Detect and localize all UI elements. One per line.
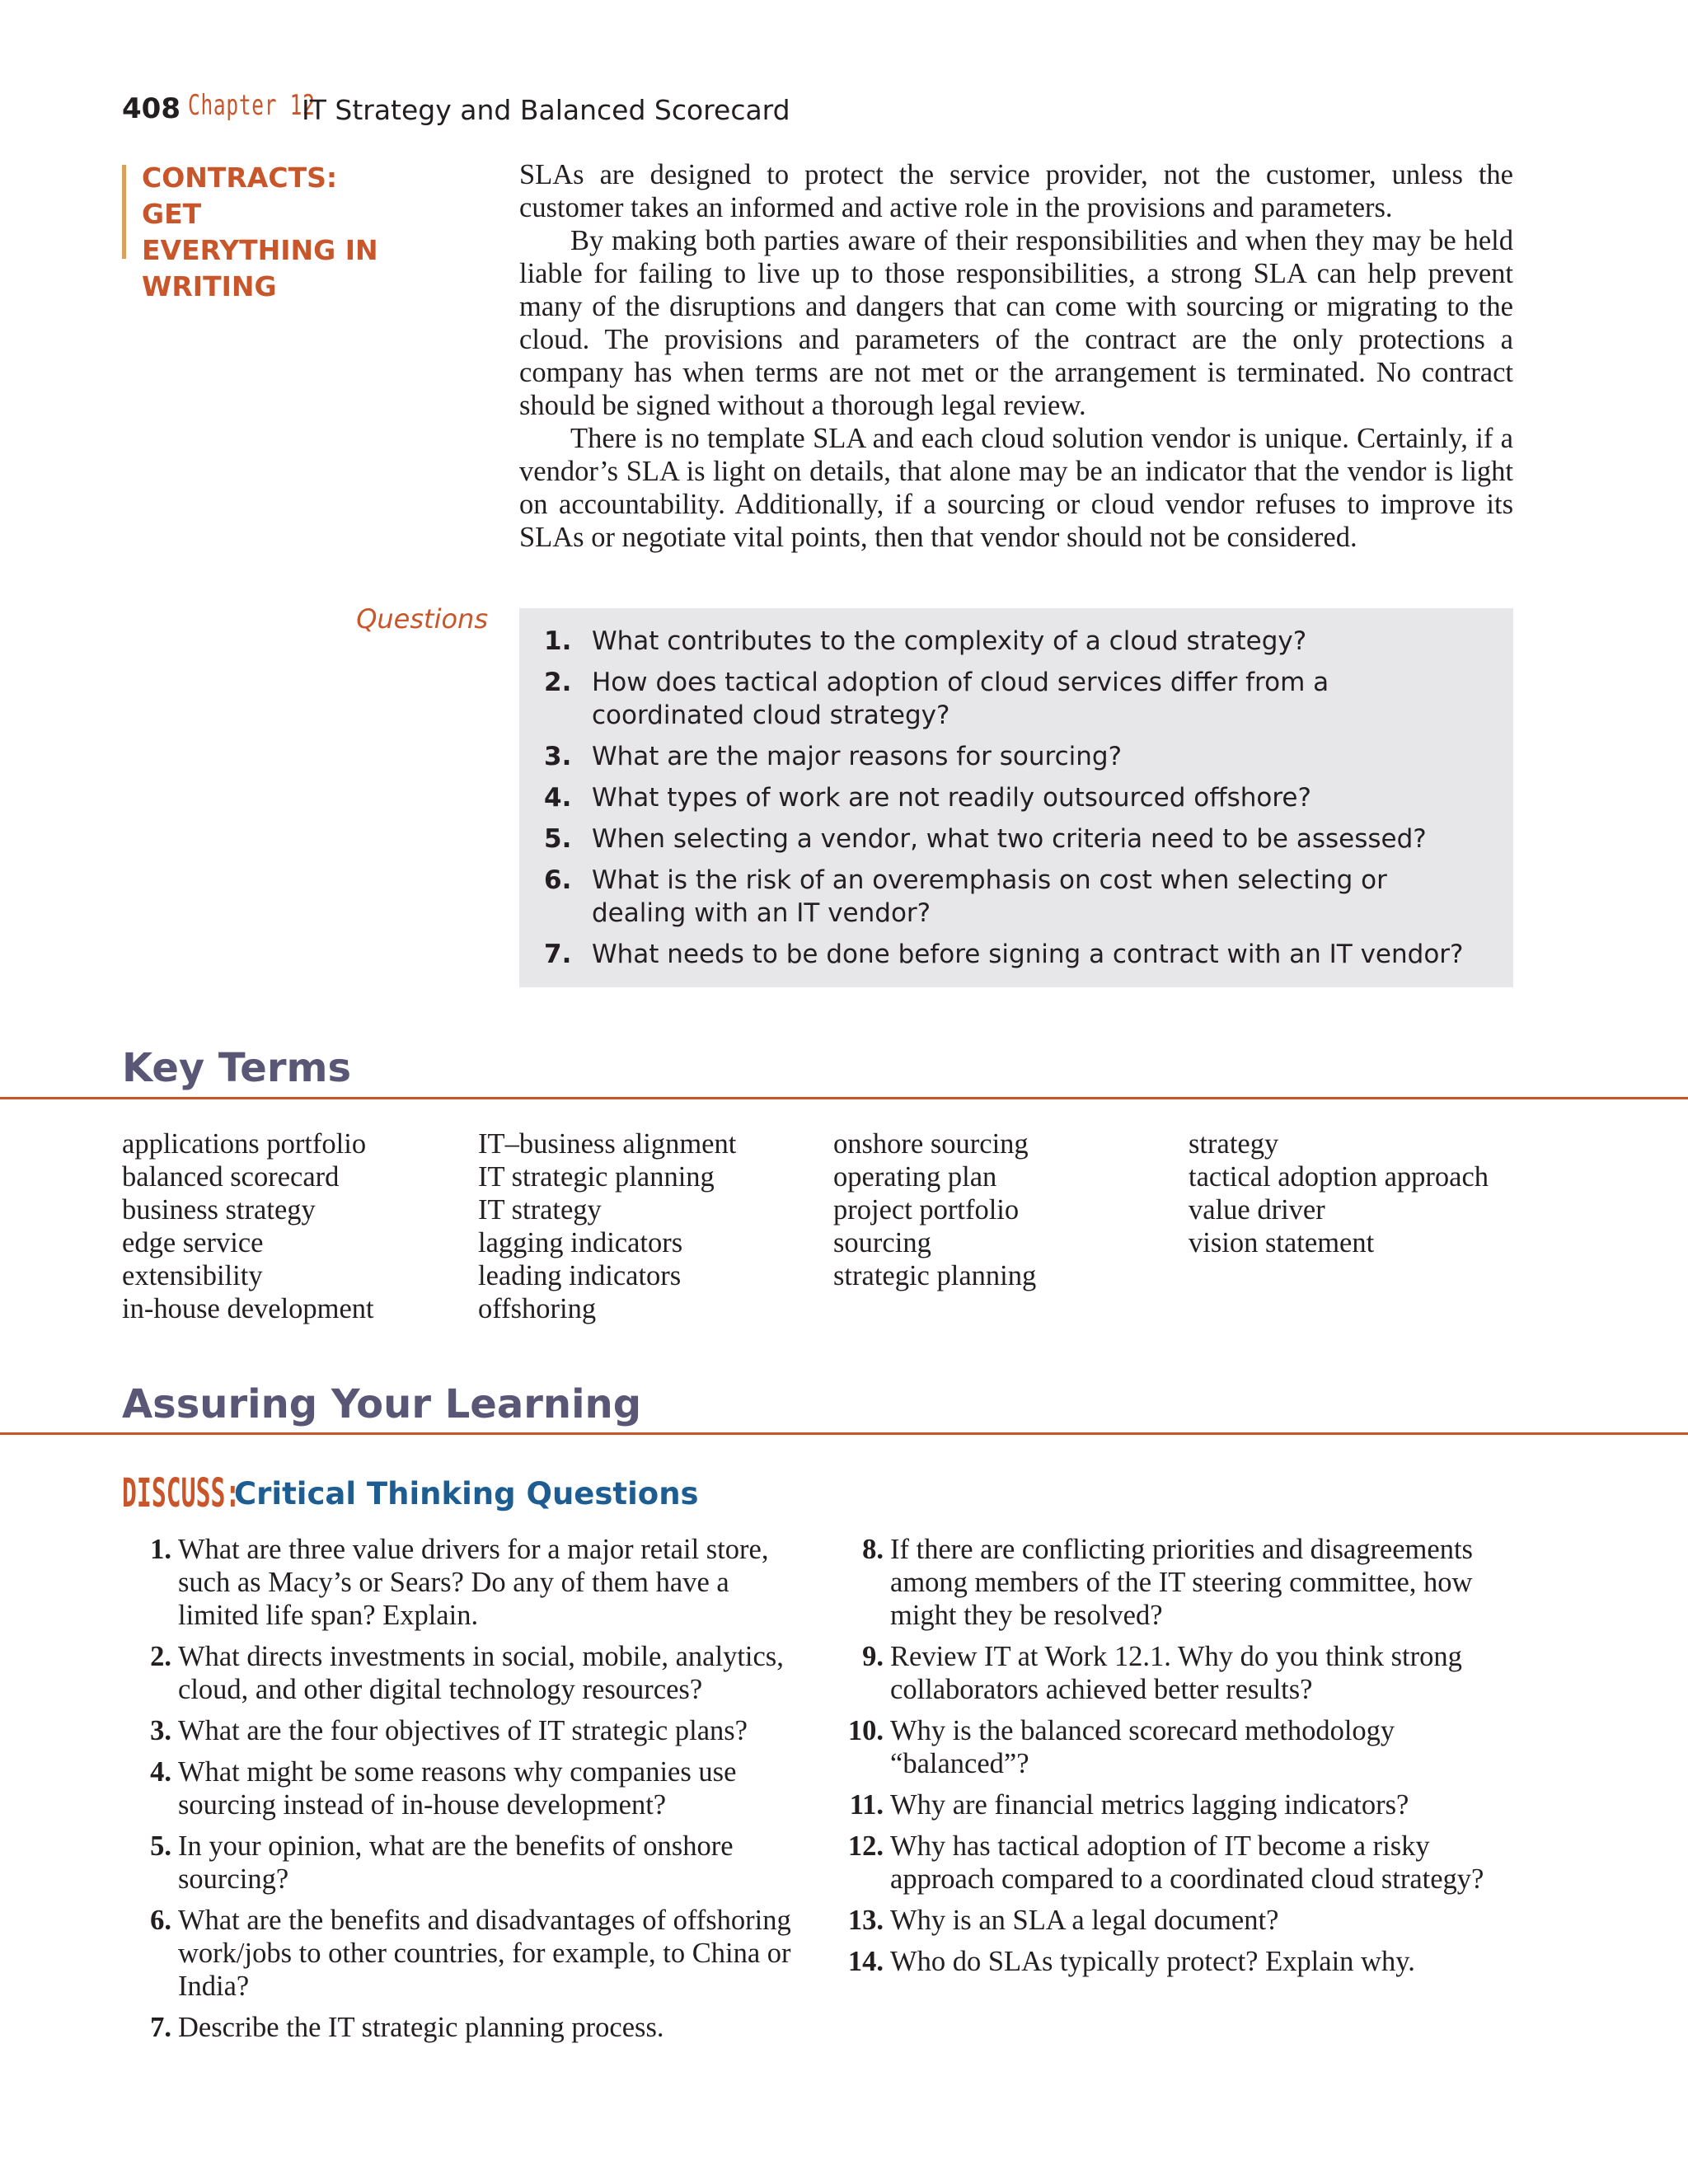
- question-text: What types of work are not readily outsourced offshore?: [592, 783, 1311, 813]
- discuss-question-number: 10.: [847, 1715, 884, 1746]
- discuss-question-number: 9.: [862, 1641, 884, 1672]
- key-term: tactical adoption approach: [1189, 1161, 1489, 1193]
- key-term: in-house development: [122, 1293, 374, 1324]
- discuss-question-text: Describe the IT strategic planning process.: [178, 2012, 664, 2043]
- key-term: lagging indicators: [478, 1227, 683, 1258]
- discuss-question-text: Review IT at Work 12.1. Why do you think strong collaborators achieved better results?: [890, 1641, 1462, 1705]
- discuss-question: [124, 2011, 808, 2044]
- discuss-question: [124, 1640, 808, 1706]
- discuss-question-text: Why is the balanced scorecard methodology “balanced”?: [890, 1715, 1395, 1779]
- question-item: [544, 938, 1489, 971]
- key-term: project portfolio: [833, 1194, 1020, 1226]
- question-number: 7.: [544, 940, 572, 969]
- key-term: strategic planning: [833, 1260, 1037, 1291]
- body-paragraph: There is no template SLA and each cloud solution vendor is unique. Certainly, if a vendor’s SLA is light on details, that alone may be an indicator that the vendor is light on accountability. Additionally, if a sourcing or cloud vendor refuses to improve its SLAs or negotiate vital points, then that vendor should not be considered.: [519, 423, 1513, 553]
- questions-label: Questions: [356, 603, 488, 635]
- discuss-question-number: 4.: [150, 1756, 171, 1788]
- question-number: 1.: [544, 626, 572, 656]
- key-term: offshoring: [478, 1293, 597, 1324]
- discuss-question-number: 1.: [150, 1534, 171, 1565]
- questions-box: [519, 608, 1513, 987]
- question-item: [544, 740, 1489, 773]
- key-term: business strategy: [122, 1194, 316, 1226]
- discuss-question-text: Why is an SLA a legal document?: [890, 1905, 1279, 1936]
- question-number: 3.: [544, 742, 572, 771]
- key-terms-column-2: [478, 1127, 824, 1325]
- key-terms-rule: [0, 1097, 1688, 1099]
- discuss-question-text: What might be some reasons why companies use sourcing instead of in-house development?: [178, 1756, 737, 1821]
- question-number: 5.: [544, 824, 572, 854]
- question-number: 2.: [544, 668, 572, 697]
- discuss-questions-left: [124, 1533, 808, 2052]
- discuss-question-number: 12.: [847, 1830, 884, 1862]
- chapter-label: Chapter 12: [188, 89, 316, 122]
- body-paragraph: SLAs are designed to protect the service provider, not the customer, unless the customer takes an informed and active role in the provisions and parameters.: [519, 159, 1513, 223]
- key-term: value driver: [1189, 1194, 1325, 1226]
- discuss-question-text: If there are conflicting priorities and disagreements among members of the IT steering committee, how might they be resolved?: [890, 1534, 1473, 1631]
- discuss-question-text: What are three value drivers for a major retail store, such as Macy’s or Sears? Do any of them have a limited life span? Explain.: [178, 1534, 769, 1631]
- discuss-question-number: 14.: [847, 1946, 884, 1977]
- discuss-question-number: 6.: [150, 1905, 171, 1936]
- question-number: 4.: [544, 783, 572, 813]
- questions-list: [544, 625, 1489, 971]
- discuss-question-number: 7.: [150, 2012, 171, 2043]
- discuss-question-number: 8.: [862, 1534, 884, 1565]
- margin-note-bar: [122, 165, 126, 259]
- question-text: What needs to be done before signing a contract with an IT vendor?: [592, 940, 1464, 969]
- discuss-question-text: What are the benefits and disadvantages of offshoring work/jobs to other countries, for example, to China or India?: [178, 1905, 791, 2002]
- discuss-question: [124, 1533, 808, 1632]
- key-term: leading indicators: [478, 1260, 682, 1291]
- discuss-question-number: 5.: [150, 1830, 171, 1862]
- question-text: How does tactical adoption of cloud services differ from a coordinated cloud strategy?: [592, 668, 1329, 730]
- margin-note: CONTRACTS: GET EVERYTHING IN WRITING: [142, 162, 378, 302]
- discuss-question: [124, 1904, 808, 2003]
- discuss-question: [124, 1755, 808, 1821]
- page-number: 408: [122, 92, 181, 125]
- question-item: [544, 781, 1489, 814]
- question-text: What contributes to the complexity of a cloud strategy?: [592, 626, 1307, 656]
- key-term: balanced scorecard: [122, 1161, 340, 1193]
- key-term: applications portfolio: [122, 1128, 367, 1160]
- discuss-question-number: 11.: [849, 1789, 884, 1821]
- discuss-question: [124, 1714, 808, 1747]
- discuss-question: [836, 1904, 1520, 1937]
- discuss-question: [836, 1533, 1520, 1632]
- question-text: When selecting a vendor, what two criteria need to be assessed?: [592, 824, 1427, 854]
- key-term: IT–business alignment: [478, 1128, 737, 1160]
- discuss-question: [836, 1788, 1520, 1821]
- discuss-questions-right: [836, 1533, 1520, 1986]
- body-paragraph: By making both parties aware of their responsibilities and when they may be held liable for failing to live up to those responsibilities, a strong SLA can help prevent many of the disruptions and dangers that can come with sourcing or migrating to the cloud. The provisions and parameters of the contract are the only protections a company has when terms are not met or the arrangement is terminated. No contract should be signed without a thorough legal review.: [519, 225, 1513, 421]
- key-term: strategy: [1189, 1128, 1279, 1160]
- assuring-rule: [0, 1432, 1688, 1435]
- question-text: What are the major reasons for sourcing?: [592, 742, 1123, 771]
- question-text: What is the risk of an overemphasis on cost when selecting or dealing with an IT vendor?: [592, 865, 1387, 928]
- assuring-heading: Assuring Your Learning: [122, 1381, 642, 1427]
- discuss-question-text: What are the four objectives of IT strategic plans?: [178, 1715, 748, 1746]
- key-terms-heading: Key Terms: [122, 1045, 352, 1091]
- discuss-question: [836, 1945, 1520, 1978]
- key-terms-column-4: [1189, 1127, 1535, 1259]
- chapter-title: IT Strategy and Balanced Scorecard: [302, 94, 790, 126]
- key-term: edge service: [122, 1227, 264, 1258]
- key-term: operating plan: [833, 1161, 997, 1193]
- discuss-question-text: In your opinion, what are the benefits of onshore sourcing?: [178, 1830, 734, 1895]
- discuss-question: [124, 1830, 808, 1896]
- discuss-question-number: 13.: [847, 1905, 884, 1936]
- body-text: [519, 158, 1513, 554]
- discuss-question-text: What directs investments in social, mobile, analytics, cloud, and other digital technology resources?: [178, 1641, 784, 1705]
- key-terms-column-3: [833, 1127, 1179, 1292]
- discuss-question-number: 3.: [150, 1715, 171, 1746]
- discuss-question: [836, 1640, 1520, 1706]
- question-item: [544, 823, 1489, 855]
- discuss-label: DISCUSS:: [122, 1470, 241, 1516]
- question-number: 6.: [544, 865, 572, 895]
- question-item: [544, 625, 1489, 658]
- key-terms-column-1: [122, 1127, 468, 1325]
- key-term: extensibility: [122, 1260, 263, 1291]
- key-term: vision statement: [1189, 1227, 1375, 1258]
- critical-thinking-subtitle: Critical Thinking Questions: [234, 1476, 699, 1511]
- discuss-question-text: Why has tactical adoption of IT become a risky approach compared to a coordinated cloud strategy?: [890, 1830, 1484, 1895]
- discuss-question: [836, 1830, 1520, 1896]
- key-term: IT strategic planning: [478, 1161, 715, 1193]
- discuss-question-number: 2.: [150, 1641, 171, 1672]
- discuss-question: [836, 1714, 1520, 1780]
- key-term: sourcing: [833, 1227, 931, 1258]
- discuss-question-text: Who do SLAs typically protect? Explain why.: [890, 1946, 1415, 1977]
- question-item: [544, 864, 1489, 930]
- key-term: IT strategy: [478, 1194, 602, 1226]
- key-term: onshore sourcing: [833, 1128, 1029, 1160]
- discuss-question-text: Why are financial metrics lagging indicators?: [890, 1789, 1409, 1821]
- question-item: [544, 666, 1489, 732]
